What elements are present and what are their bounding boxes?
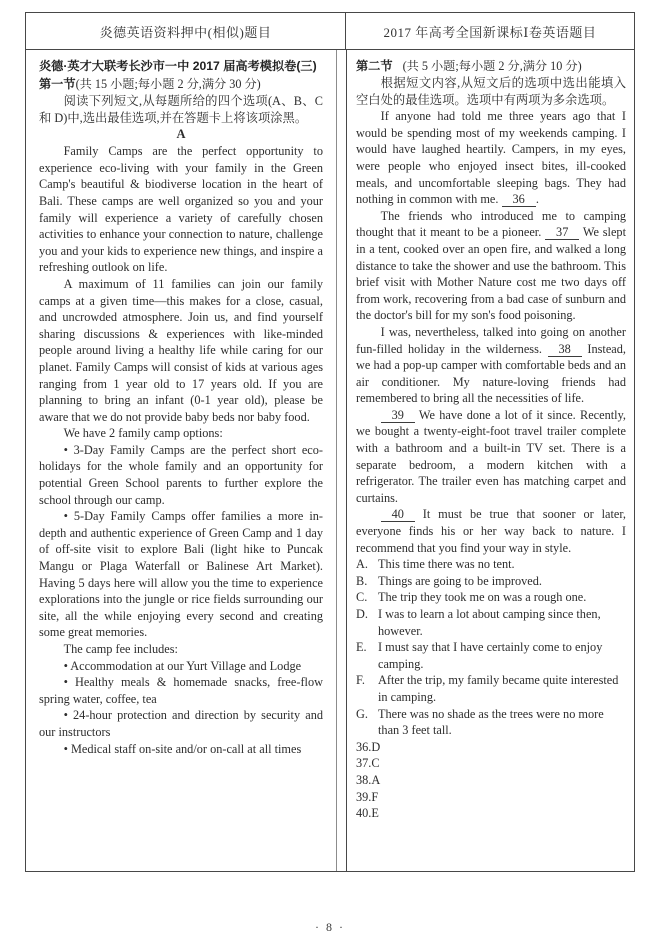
bullet-24-hour-protection: • 24-hour protection and direction by security and our instructors [39,708,323,739]
passage-a-label: A [176,127,186,142]
bullet-healthy-meals: • Healthy meals & homemade snacks, free-flow spring water, coffee, tea [39,675,323,706]
passage-paragraph-2: A maximum of 11 families can join our family camps at a given time—this makes for a close, casual, and uncrowded atmosphere. Join us, and find yourself sharing discussions & experiences with like-minded people around living a healthy life while caring for our planet. Family Camps will consist of kids at various ages ranging from 1 year old to 17 years old. If you are planning to bring an infant (0-1 year old), please be aware that we do not provide baby beds nor baby food. [39,276,323,424]
cloze-text: It must be true that sooner or later, everyone finds his or her way back to nature. I recommend that you find your way in style. [356,507,626,555]
bullet-accommodation: • Accommodation at our Yurt Village and Lodge [63,658,302,673]
option-f [356,672,626,705]
bullet-medical-staff: • Medical staff on-site and/or on-call at all times [63,741,302,756]
cloze-paragraph-39 [356,407,626,507]
option-text: There was no shade as the trees were no more than 3 feet tall. [378,706,604,738]
option-text: The trip they took me on was a rough one. [378,590,587,605]
answer-36: 36.D [356,739,381,754]
cloze-text: We slept in a tent, cooked over an open fire, and walked a long distance to take the shower and use the bathroom. This brief visit with Mother Nature cost me two days off from work, recovering from a bad case of sunburn and the doctor's bill for my son's food poisoning. [356,225,626,323]
paper-title: 炎德·英才大联考长沙市一中 2017 届高考模拟卷(三) [39,59,317,73]
option-c [356,589,626,606]
section-1-info: (共 15 小题;每小题 2 分,满分 30 分) [75,77,261,91]
section-1-heading [39,76,323,93]
option-letter: G. [356,706,368,721]
section-2-instruction: 根据短文内容,从短文后的选项中选出能填入空白处的最佳选项。选项中有两项为多余选项。 [356,76,626,107]
cloze-text: We have done a lot of it since. Recently, we bought a twenty-eight-foot travel trailer complete with a bathroom and a built-in TV set. There is a separate bedroom, a modern kitchen with a refrigerator. The trailer even has matching carpet and curtains. [356,407,626,505]
bullet-3-day-camps: • 3-Day Family Camps are the perfect short eco-holidays for the whole family and an opportunity for potential Green School parents to further explore the school through our camp. [39,442,323,507]
cloze-text: . [535,192,539,207]
answer-39: 39.F [356,789,379,804]
option-letter: A. [356,557,368,572]
cloze-text: I was, nevertheless, talked into going on another fun-filled holiday in the wilderness. [356,324,626,356]
cloze-paragraph-38 [356,324,626,407]
page-number: · 8 · [315,920,345,934]
blank-38: 38 [548,342,582,357]
passage-paragraph-3: We have 2 family camp options: [63,426,223,441]
option-text: After the trip, my family became quite interested in camping. [378,673,619,704]
body-row [26,50,634,871]
option-letter: B. [356,573,368,588]
option-g [356,706,626,739]
option-letter: C. [356,590,368,605]
option-text: This time there was no tent. [378,557,515,572]
passage-paragraph-1: Family Camps are the perfect opportunity to experience eco-living with your family in the Green Camp's beautiful & biodiverse location in the heart of Bali. These camps are well organized so you and your family will experience a variety of carefully chosen activities to enhance your connection to nature, challenge you and your kids to experience new things, and inspire a refreshing outlook on life. [39,144,323,275]
cloze-paragraph-36 [356,108,626,208]
document-frame [25,12,635,872]
blank-37: 37 [545,225,579,240]
option-e [356,639,626,672]
left-column [26,50,337,871]
camp-fee-heading: The camp fee includes: [63,642,178,656]
section-1-label: 第一节 [39,77,76,91]
cloze-text: If anyone had told me three years ago that I would be spending most of my weekends camping. I would have laughed heartily. Campers, in my eyes, were people who enjoyed insect bites, ill-cooked meals, and uncomfortable sleeping bags. They had nothing in common with me. [356,109,626,207]
section-2-label: 第二节 [356,59,393,73]
section-2-heading [356,58,626,75]
option-letter: D. [356,607,368,621]
option-b [356,573,626,590]
option-text: Things are going to be improved. [378,573,542,588]
right-column [346,50,634,871]
section-1-instruction: 阅读下列短文,从每题所给的四个选项(A、B、C 和 D)中,选出最佳选项,并在答题卡上将该项涂黑。 [39,94,323,125]
answer-38: 38.A [356,772,381,787]
header-left-cell: 炎德英语资料押中(相似)题目 [26,13,346,49]
cloze-text: Instead, we had a pop-up camper with comfortable beds and an air conditioner. My nature-loving friends had remembered to bring all the necessities of life. [356,341,626,406]
header-right-cell: 2017 年高考全国新课标Ⅰ卷英语题目 [383,24,597,40]
option-text: I must say that I have certainly come to enjoy camping. [378,640,603,671]
option-letter: E. [356,640,367,655]
cloze-text: The friends who introduced me to camping thought that it meant to be a pioneer. [356,208,626,240]
answer-37: 37.C [356,756,380,771]
blank-39: 39 [381,408,415,423]
header-row [26,13,634,50]
option-d [356,606,626,639]
option-a [356,556,626,573]
blank-36: 36 [502,192,536,207]
option-text: I was to learn a lot about camping since then, however. [378,607,601,638]
section-2-info: (共 5 小题;每小题 2 分,满分 10 分) [402,59,582,73]
bullet-5-day-camps: • 5-Day Family Camps offer families a more in-depth and authentic experience of Green Camp and 1 day of off-site visit to explore Bali (light hike to Puncak Mangu or Plaga Waterfall or Balinese Art Market). Having 5 days here will allow you the time to experience explorations into the jungle or rice fields surrounding our site, all the while enjoying every second and creating some great memories. [39,509,323,640]
answer-40: 40.E [356,806,379,821]
cloze-paragraph-40 [356,506,626,556]
option-letter: F. [356,673,365,688]
cloze-paragraph-37 [356,208,626,324]
blank-40: 40 [381,507,415,522]
